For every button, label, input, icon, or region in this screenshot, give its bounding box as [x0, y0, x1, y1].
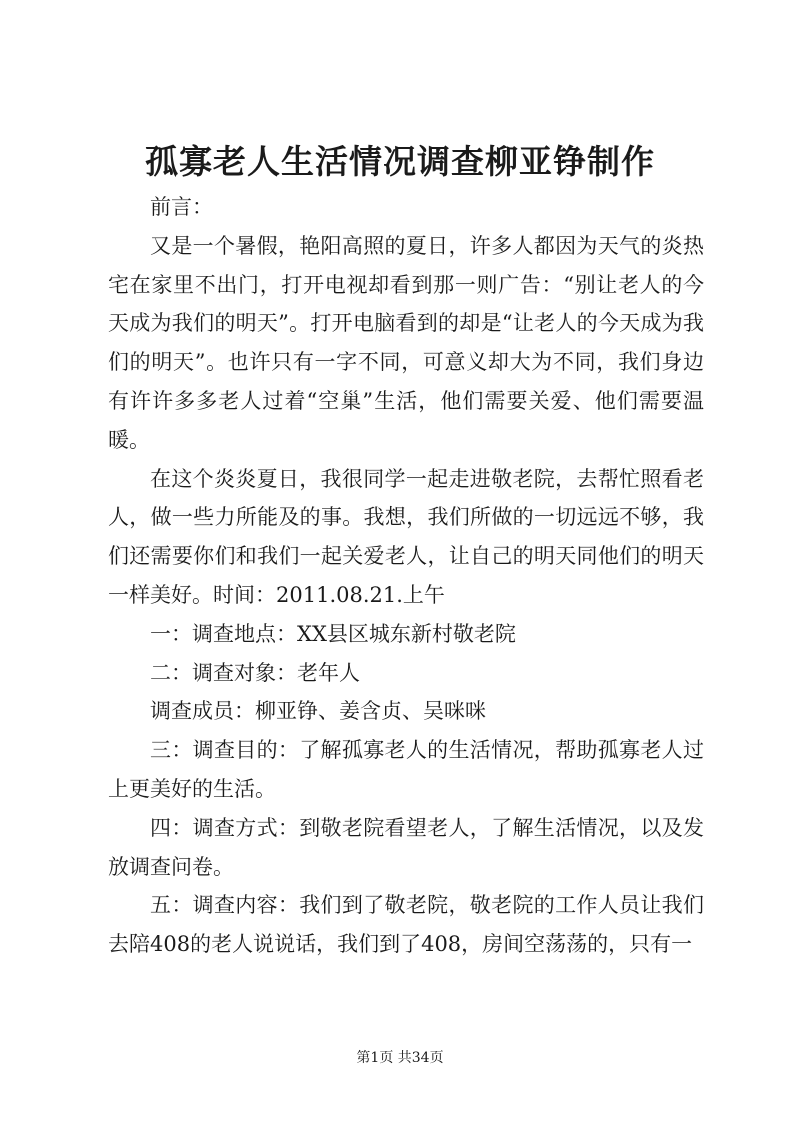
page-number-footer: 第1页 共34页 — [356, 1050, 444, 1066]
paragraph-intro: 又是一个暑假，艳阳高照的夏日，许多人都因为天气的炎热宅在家里不出门，打开电视却看到那一则广告：“别让老人的今天成为我们的明天”。打开电脑看到的却是“让老人的今天成为我们的明天”。也许只有一字不同，可意义却大为不同，我们身边有许许多多老人过着“空巢”生活，他们需要关爱、他们需要温暖。 — [108, 233, 704, 452]
paragraph-survey-members: 调查成员：柳亚铮、姜含贞、吴咪咪 — [150, 699, 486, 724]
document-body — [108, 188, 704, 964]
paragraph-survey-method: 四：调查方式：到敬老院看望老人，了解生活情况，以及发放调查问卷。 — [108, 815, 704, 879]
paragraph-survey-purpose: 三：调查目的：了解孤寡老人的生活情况，帮助孤寡老人过上更美好的生活。 — [108, 738, 704, 801]
paragraph-preface-heading: 前言： — [150, 195, 213, 219]
paragraph-summer-visit: 在这个炎炎夏日，我很同学一起走进敬老院，去帮忙照看老人，做一些力所能及的事。我想，我们所做的一切远远不够，我们还需要你们和我们一起关爱老人，让自己的明天同他们的明天一样美好。时间：2011.08.21.上午 — [108, 466, 704, 607]
paragraph-survey-location: 一：调查地点：XX县区城东新村敬老院 — [150, 621, 516, 646]
document-title: 孤寡老人生活情况调查柳亚铮制作 — [145, 142, 655, 181]
paragraph-survey-content: 五：调查内容：我们到了敬老院，敬老院的工作人员让我们去陪408的老人说说话，我们到了408，房间空荡荡的，只有一 — [108, 893, 704, 957]
paragraph-survey-subject: 二：调查对象：老年人 — [150, 660, 360, 685]
